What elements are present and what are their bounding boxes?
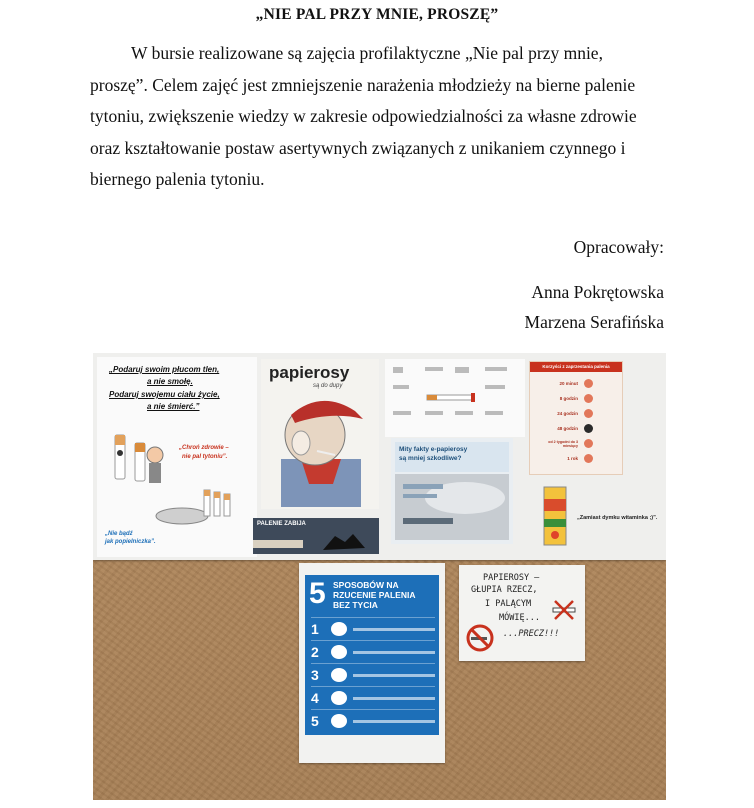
- no-smoking-icon: [465, 623, 495, 653]
- way-row: 1: [311, 617, 435, 640]
- benefit-row: 1 rok: [534, 451, 618, 466]
- benefit-row: od 2 tygodni do 3 miesięcy: [534, 436, 618, 451]
- quote-line: a nie smołę.: [147, 377, 193, 386]
- five-ways-title: RZUCENIE PALENIA: [333, 590, 416, 600]
- way-row: 3: [311, 663, 435, 686]
- vitamin-note: „Zamiast dymku witaminka ;)”.: [577, 515, 658, 521]
- blue-note: „Nie bądź: [105, 531, 133, 537]
- paragraph-line: W bursie realizowane są zajęcia profilaktyczne „Nie pal przy mnie,: [131, 43, 603, 63]
- five-ways-title: SPOSOBÓW NA: [333, 580, 399, 590]
- poster-papierosy-subtitle: są do dupy: [313, 383, 343, 389]
- five-ways-number: 5: [309, 577, 326, 610]
- quote-line: Podaruj swojemu ciału życie,: [109, 390, 220, 399]
- notice-board-photo: [93, 353, 666, 800]
- benefit-row: 48 godzin: [534, 421, 618, 436]
- red-note: nie pal tytoniu”.: [182, 454, 228, 460]
- poster-caption: PALENIE ZABIJA: [257, 521, 306, 527]
- ecig-photo-image: [395, 474, 509, 540]
- author-name: Anna Pokrętowska: [531, 282, 664, 302]
- infographic-image: [385, 359, 525, 437]
- way-row: 2: [311, 640, 435, 663]
- paragraph-line: oraz kształtowanie postaw asertywnych związanych z unikaniem czynnego i: [90, 137, 626, 158]
- silhouette-image: [253, 528, 379, 554]
- five-ways-title: BEZ TYCIA: [333, 600, 378, 610]
- way-row: 5: [311, 709, 435, 732]
- intro-paragraph: [90, 38, 670, 196]
- document-title: „NIE PAL PRZY MNIE, PROSZĘ”: [255, 6, 499, 23]
- poster-quotes: [97, 357, 257, 557]
- red-note: „Chroń zdrowie –: [179, 445, 229, 451]
- paragraph-line: tytoniu, zwiększenie wiedzy w zakresie odpowiedzialności za własne zdrowie: [90, 106, 637, 126]
- ecig-question: Mity fakty e-papierosy: [399, 446, 468, 453]
- paragraph-line: proszę”. Celem zajęć jest zmniejszenie narażenia młodzieży na bierne palenie: [90, 74, 636, 95]
- paragraph-line: biernego palenia tytoniu.: [90, 169, 265, 189]
- poster-papierosy: [261, 359, 379, 509]
- way-row: 4: [311, 686, 435, 709]
- crossed-cigarette-icon: [551, 599, 577, 621]
- poster-infographic: [385, 359, 525, 437]
- hand-line: PAPIEROSY –: [483, 573, 540, 583]
- ecig-question: są mniej szkodliwe?: [399, 455, 462, 462]
- hand-line: MÓWIĘ...: [499, 613, 540, 623]
- poster-handwritten: [459, 565, 585, 661]
- benefit-row: 8 godzin: [534, 391, 618, 406]
- poster-papierosy-title: papierosy: [269, 363, 350, 382]
- quote-line: a nie śmierć.”: [147, 402, 200, 411]
- boy-with-cap-illustration: [271, 389, 371, 507]
- author-name: Marzena Serafińska: [524, 312, 664, 332]
- benefit-row: 24 godzin: [534, 406, 618, 421]
- signature-label: Opracowały:: [573, 237, 664, 257]
- ashtray-cartoon-image: [152, 482, 242, 527]
- quote-line: „Podaruj swoim płucom tlen,: [109, 365, 220, 374]
- poster-palenie-zabija: [253, 518, 379, 554]
- hand-line: ...PRECZ!!!: [503, 629, 560, 639]
- poster-ecig-myths: [391, 438, 513, 544]
- blue-note: jak popielniczka”.: [105, 539, 156, 545]
- juice-box-image: [542, 485, 568, 547]
- poster-five-ways: [299, 563, 445, 763]
- benefit-row: 20 minut: [534, 376, 618, 391]
- hand-line: I PALĄCYM: [485, 599, 532, 609]
- hand-line: GŁUPIA RZECZ,: [471, 585, 538, 595]
- cartoon-cigarettes-image: [107, 429, 172, 489]
- benefits-header: Korzyści z zaprzestania palenia: [530, 362, 622, 372]
- poster-benefits: [529, 361, 623, 475]
